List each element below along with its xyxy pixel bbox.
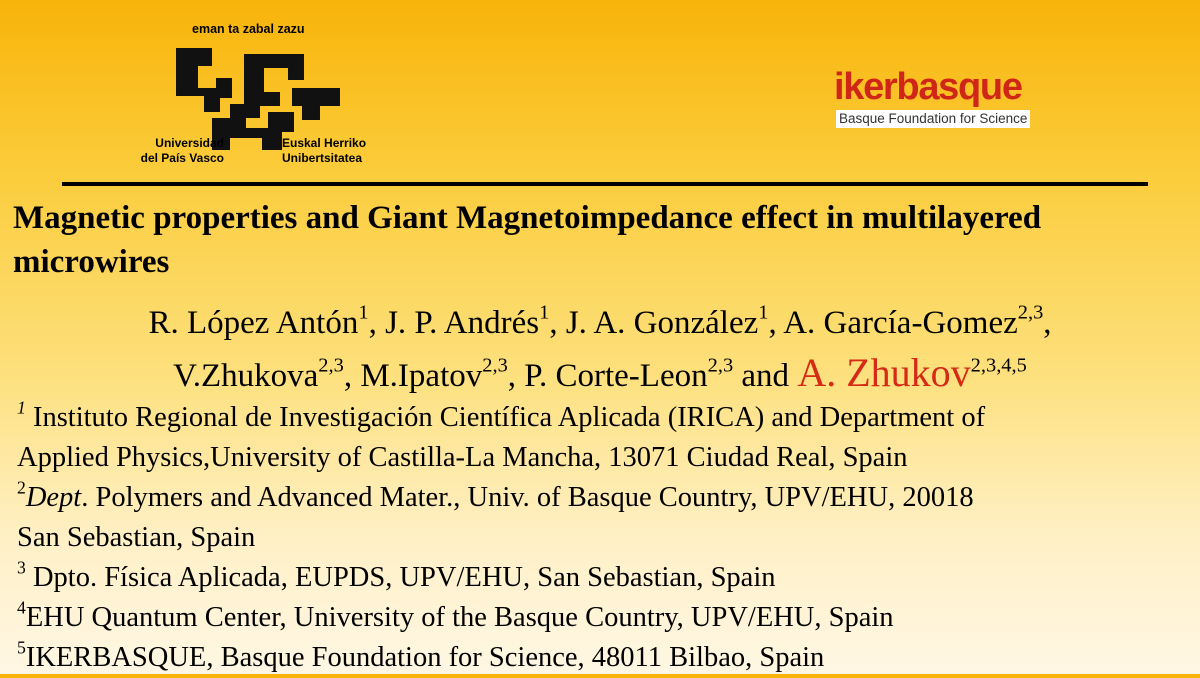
affiliation-text: Instituto Regional de Investigación Científica Aplicada (IRICA) and Department of	[32, 402, 986, 433]
affiliation-item-continued	[17, 518, 1187, 558]
presenting-author-name: A. Zhukov	[797, 350, 971, 395]
affiliation-italic-word: Dept	[25, 482, 82, 513]
affiliation-mark: 1	[17, 397, 26, 418]
affiliation-item	[17, 638, 1187, 678]
author-affil-mark: 1	[358, 301, 369, 324]
affiliation-text: IKERBASQUE, Basque Foundation for Science, 48011 Bilbao, Spain	[25, 642, 825, 673]
ikerbasque-wordmark: ikerbasque	[834, 66, 1022, 108]
author-affil-mark: 2,3	[1017, 301, 1044, 324]
divider	[62, 182, 1148, 186]
author-affil-mark: 2,3	[707, 354, 734, 377]
author-name: M.Ipatov	[360, 358, 483, 394]
ehu-motto: eman ta zabal zazu	[192, 22, 305, 36]
affiliation-item	[17, 598, 1187, 638]
author-sep: ,	[343, 358, 361, 394]
author-line-2	[0, 348, 1200, 401]
ehu-name-spanish: Universidad del País Vasco	[140, 136, 224, 165]
affiliation-item	[17, 398, 1187, 438]
author-sep: ,	[507, 358, 525, 394]
author-list	[0, 298, 1200, 401]
affiliation-list	[17, 398, 1187, 678]
affiliation-text: EHU Quantum Center, University of the Basque Country, UPV/EHU, Spain	[25, 602, 894, 633]
affiliation-item-continued	[17, 438, 1187, 478]
ikerbasque-logo	[834, 66, 1054, 132]
affiliation-mark: 3	[17, 557, 26, 578]
author-sep: ,	[368, 305, 386, 341]
author-name: R. López Antón	[148, 305, 359, 341]
affiliation-item	[17, 478, 1187, 518]
affiliation-mark: 2	[17, 477, 26, 498]
affiliation-text: San Sebastian, Spain	[17, 522, 256, 553]
author-line-1	[0, 298, 1200, 348]
author-affil-mark: 1	[539, 301, 550, 324]
affiliation-text: Dpto. Física Aplicada, EUPDS, UPV/EHU, San Sebastian, Spain	[32, 562, 776, 593]
author-affil-mark: 2,3	[482, 354, 508, 377]
ikerbasque-tagline: Basque Foundation for Science	[836, 110, 1030, 128]
presenting-author-affil-mark: 2,3,4,5	[970, 354, 1027, 377]
author-name: J. A. González	[565, 305, 759, 341]
author-sep: ,	[1043, 305, 1052, 341]
affiliation-mark: 4	[17, 597, 26, 618]
affiliation-item	[17, 558, 1187, 598]
affiliation-text: Applied Physics,University of Castilla-La Mancha, 13071 Ciudad Real, Spain	[17, 442, 908, 473]
affiliation-text: . Polymers and Advanced Mater., Univ. of Basque Country, UPV/EHU, 20018	[81, 482, 974, 513]
author-sep: ,	[768, 305, 784, 341]
affiliation-mark: 5	[17, 637, 26, 658]
author-sep: ,	[549, 305, 566, 341]
page-title: Magnetic properties and Giant Magnetoimpedance effect in multilayered microwires	[13, 200, 1042, 280]
author-name: J. P. Andrés	[385, 305, 540, 341]
author-name: A. García-Gomez	[783, 305, 1018, 341]
author-affil-mark: 1	[758, 301, 769, 324]
author-affil-mark: 2,3	[318, 354, 344, 377]
author-name: P. Corte-Leon	[524, 358, 708, 394]
ehu-logo	[112, 18, 402, 174]
author-sep: and	[733, 358, 798, 394]
author-name: V.Zhukova	[173, 358, 319, 394]
ehu-name-basque: Euskal Herriko Unibertsitatea	[282, 136, 367, 165]
